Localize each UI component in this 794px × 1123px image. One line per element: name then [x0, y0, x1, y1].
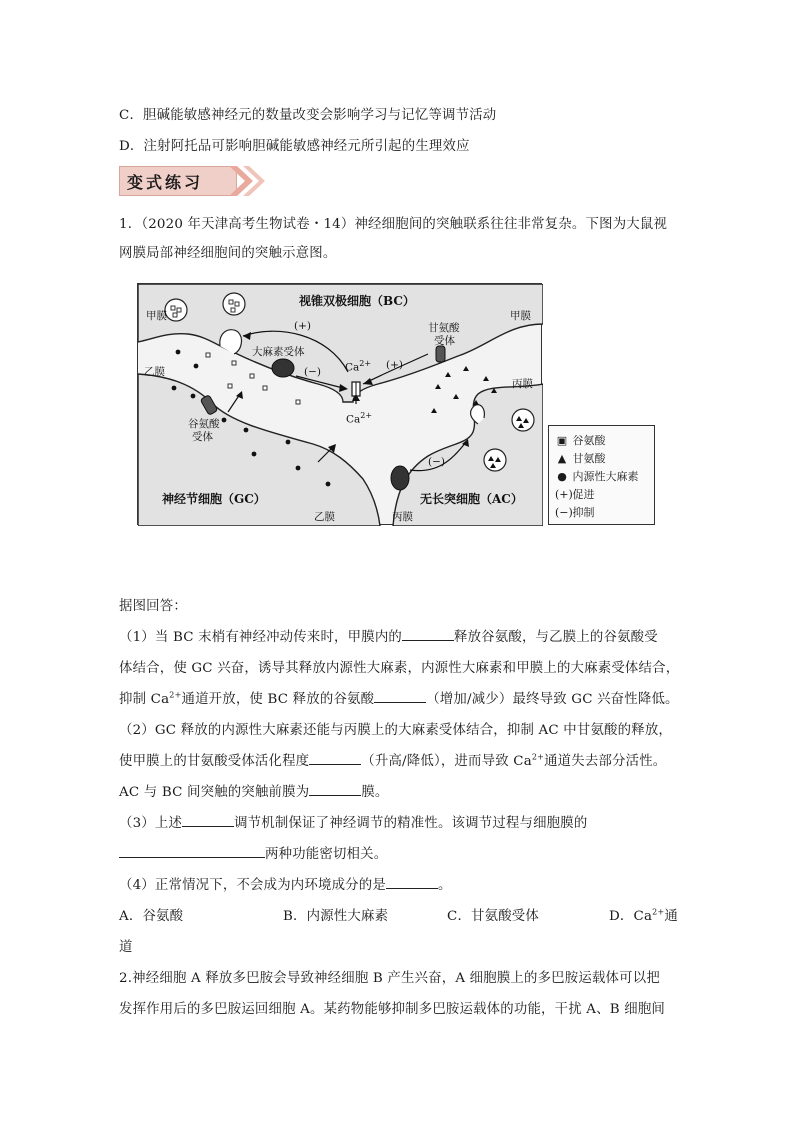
q1-part4-line: （4）正常情况下，不会成为内环境成分的是 。 [119, 878, 452, 893]
answer-blank-5[interactable] [182, 814, 234, 827]
q1-intro-2: 网膜局部神经细胞间的突触示意图。 [119, 246, 337, 261]
glutamate-square-icon: ▣ [556, 434, 568, 447]
legend-item-cannabinoid: ● 内源性大麻素 [555, 468, 639, 484]
answer-blank-7[interactable] [386, 876, 438, 889]
answer-blank-6[interactable] [119, 845, 265, 858]
q1-part3-line1: （3）上述 调节机制保证了神经调节的精准性。该调节过程与细胞膜的 [119, 816, 588, 831]
synapse-diagram [137, 283, 542, 525]
q1-intro-1: 1．（2020 年天津高考生物试卷・14）神经细胞间的突触联系往往非常复杂。下图为大鼠视 [119, 217, 668, 232]
q2-line2: 发挥作用后的多巴胺运回细胞 A。某药物能够抑制多巴胺运载体的功能，干扰 A、B 细胞间 [119, 1002, 666, 1017]
section-banner [119, 166, 269, 196]
option-c-glycine-receptor[interactable]: C．甘氨酸受体 [447, 909, 539, 924]
banner-label: 变式练习 [127, 173, 204, 192]
inhibit-mark-1: (−) [304, 366, 321, 378]
yi-membrane-bottom-label: 乙膜 [314, 511, 335, 523]
q2-line1: 2.神经细胞 A 释放多巴胺会导致神经细胞 B 产生兴奋，A 细胞膜上的多巴胺运载体可以把 [119, 971, 660, 986]
answer-blank-3[interactable] [309, 752, 361, 765]
jia-membrane-right-label: 甲膜 [510, 310, 531, 322]
ac-cell-label: 无长突细胞（AC） [420, 492, 523, 506]
ca-label-top: $Ca^{2+}$ [345, 359, 372, 374]
glutamate-receptor-label-2: 受体 [192, 431, 213, 443]
option-d: D．注射阿托品可影响胆碱能敏感神经元所引起的生理效应 [119, 139, 470, 154]
gc-cell-label: 神经节细胞（GC） [162, 492, 266, 506]
jia-membrane-left-label: 甲膜 [146, 310, 167, 322]
legend-item-glycine: ▲ 甘氨酸 [555, 450, 606, 466]
option-d[interactable]: D．$Ca^{2+}$通 [609, 907, 678, 924]
option-c: C．胆碱能敏感神经元的数量改变会影响学习与记忆等调节活动 [119, 108, 497, 123]
option-d-wrap: 道 [119, 940, 133, 955]
q1-part3-line2: 两种功能密切相关。 [119, 843, 387, 862]
diagram-legend [548, 425, 655, 525]
cannabinoid-receptor-label: 大麻素受体 [252, 346, 305, 358]
answer-blank-2[interactable] [374, 690, 426, 703]
answer-blank-4[interactable] [309, 783, 361, 796]
bing-membrane-right-label: 丙膜 [512, 378, 533, 390]
cannabinoid-dot-icon: ● [557, 470, 567, 483]
bing-membrane-bottom-label: 丙膜 [392, 511, 413, 523]
bc-cell-label: 视锥双极细胞（BC） [299, 294, 415, 308]
q1-part4-options [119, 905, 679, 925]
legend-item-promote: (+) 促进 [555, 488, 595, 501]
answer-blank-1[interactable] [402, 628, 454, 641]
q1-part2-line2: 使甲膜上的甘氨酸受体活化程度 （升高/降低），进而导致 $Ca^{2+}$通道失去部分活性。 [119, 752, 667, 769]
glycine-receptor-label-1: 甘氨酸 [428, 322, 460, 334]
q1-part1-line3: 抑制 $Ca^{2+}$通道开放，使 BC 释放的谷氨酸 （增加/减少）最终导致 GC 兴奋性降低。 [119, 690, 679, 707]
yi-membrane-left-label: 乙膜 [144, 366, 165, 378]
q1-prompt: 据图回答： [119, 599, 187, 614]
option-b[interactable]: B．内源性大麻素 [283, 909, 389, 924]
promote-mark-2: (+) [386, 359, 403, 371]
glycine-triangle-icon: ▲ [557, 452, 567, 465]
q1-part1-line1: （1）当 BC 末梢有神经冲动传来时，甲膜内的 释放谷氨酸，与乙膜上的谷氨酸受 [119, 630, 658, 645]
ca-label-bottom: $Ca^{2+}$ [346, 411, 373, 426]
q1-part2-line3: AC 与 BC 间突触的突触前膜为 膜。 [119, 785, 389, 800]
q1-part2-line1: （2）GC 释放的内源性大麻素还能与丙膜上的大麻素受体结合，抑制 AC 中甘氨酸的释放， [119, 723, 673, 738]
legend-item-glutamate: ▣ 谷氨酸 [556, 434, 606, 447]
promote-mark-1: (+) [294, 320, 311, 332]
legend-item-inhibit: (−) 抑制 [555, 506, 595, 519]
glycine-receptor-label-2: 受体 [434, 335, 455, 347]
glutamate-receptor-label-1: 谷氨酸 [188, 418, 220, 430]
inhibit-mark-2: (−) [428, 456, 445, 468]
q1-part1-line2: 体结合，使 GC 兴奋，诱导其释放内源性大麻素，内源性大麻素和甲膜上的大麻素受体结合， [119, 661, 680, 676]
option-a[interactable]: A．谷氨酸 [119, 909, 184, 924]
